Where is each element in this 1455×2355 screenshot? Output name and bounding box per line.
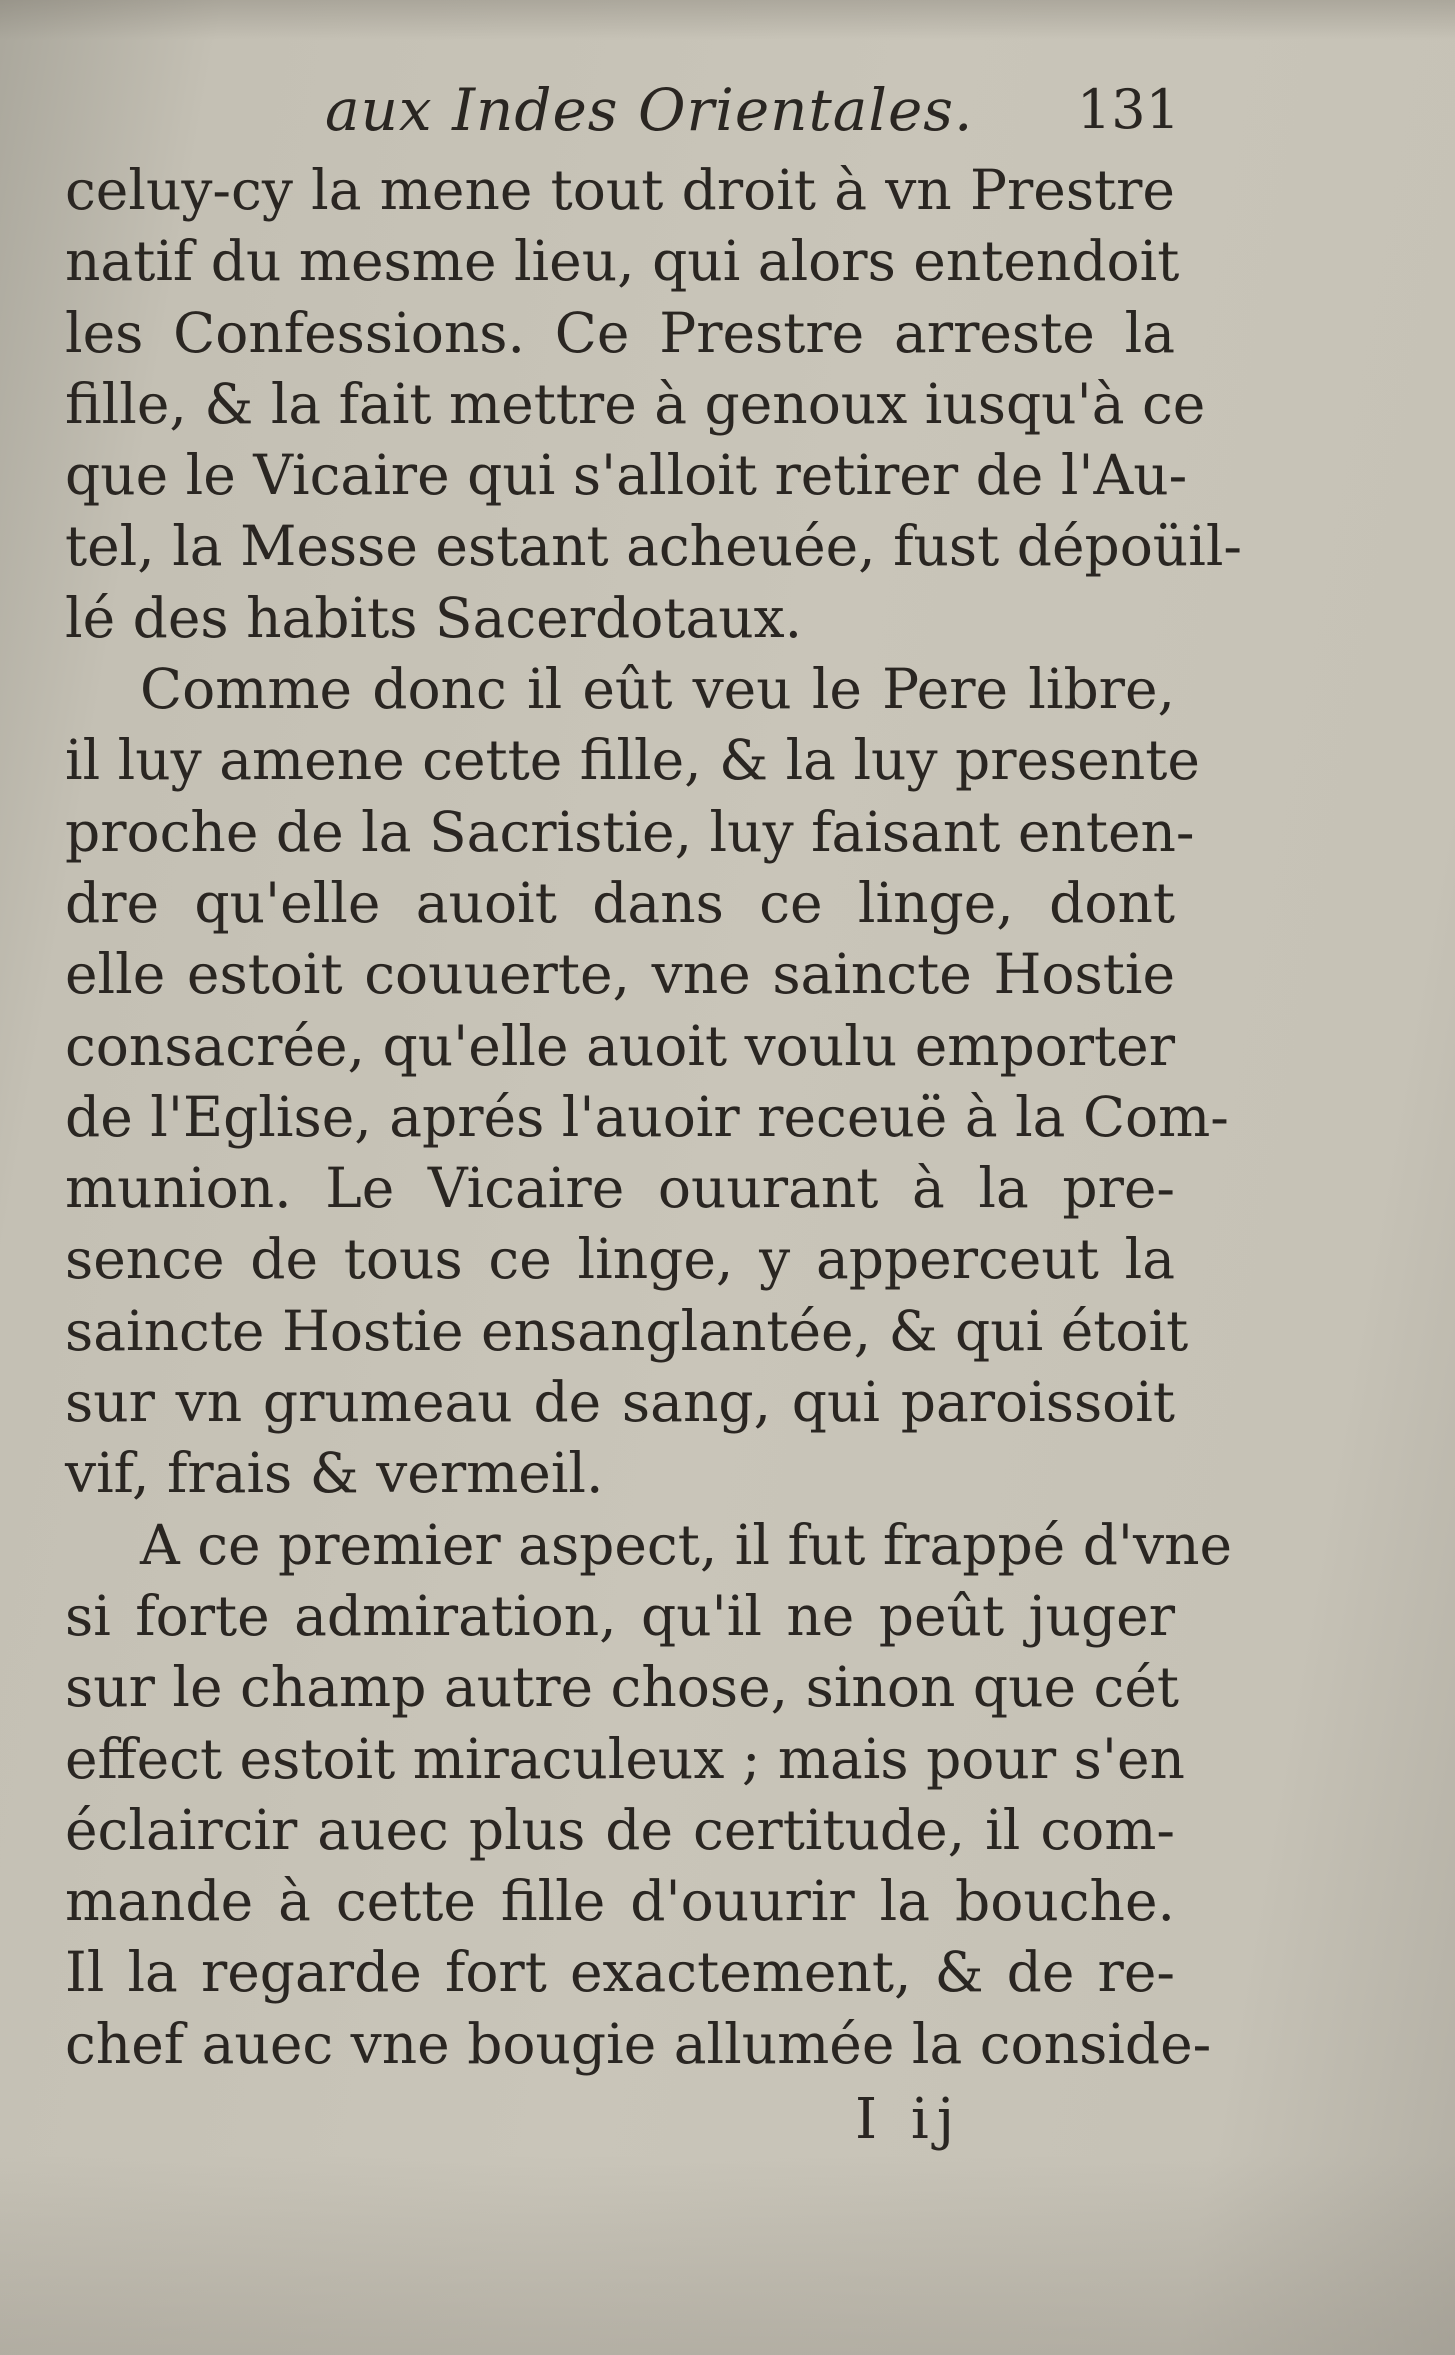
text-line: Il la regarde fort exactement, & de re- (65, 1940, 1175, 2005)
text-line: que le Vicaire qui s'alloit retirer de l'Au- (65, 443, 1188, 508)
text-line: fille, & la fait mettre à genoux iusqu'à ce (65, 371, 1206, 436)
text-line: sur le champ autre chose, sinon que cét (65, 1655, 1179, 1720)
text-line: saincte Hostie ensanglantée, & qui étoit (65, 1298, 1189, 1363)
text-line: effect estoit miraculeux ; mais pour s'en (65, 1726, 1185, 1791)
text-line: consacrée, qu'elle auoit voulu emporter (65, 1013, 1175, 1078)
text-line: si forte admiration, qu'il ne peût juger (65, 1583, 1175, 1648)
paragraph-start-line: Comme donc il eût veu le Pere libre, (140, 657, 1175, 722)
body-text (65, 155, 1242, 2080)
page-shadow-top (0, 0, 1455, 40)
text-line: tel, la Messe estant acheuée, fust dépoüil- (65, 514, 1242, 579)
text-line: de l'Eglise, aprés l'auoir receuë à la Com- (65, 1084, 1229, 1149)
text-line: sur vn grumeau de sang, qui paroissoit (65, 1370, 1175, 1435)
running-title: aux Indes Orientales. (325, 76, 974, 144)
text-line: celuy-cy la mene tout droit à vn Prestre (65, 158, 1175, 222)
text-line: lé des habits Sacerdotaux. (65, 585, 803, 650)
text-line: sence de tous ce linge, y apperceut la (65, 1227, 1175, 1292)
text-line: éclaircir auec plus de certitude, il com- (65, 1797, 1175, 1862)
running-head (60, 70, 1180, 150)
text-line: munion. Le Vicaire ouurant à la pre- (65, 1156, 1175, 1221)
page-shadow-bottom (0, 2155, 1455, 2355)
text-line: vif, frais & vermeil. (65, 1441, 604, 1506)
text-line: elle estoit couuerte, vne saincte Hostie (65, 942, 1175, 1007)
text-line: chef auec vne bougie allumée la conside- (65, 2011, 1212, 2076)
text-line: natif du mesme lieu, qui alors entendoit (65, 229, 1180, 294)
text-line: les Confessions. Ce Prestre arreste la (65, 300, 1175, 365)
paragraph-start-line: A ce premier aspect, il fut frappé d'vne (140, 1512, 1233, 1577)
text-line: dre qu'elle auoit dans ce linge, dont (65, 870, 1175, 935)
text-line: il luy amene cette fille, & la luy presente (65, 728, 1200, 793)
signature-mark: I ij (855, 2087, 963, 2152)
page-number: 131 (1076, 78, 1180, 141)
text-line: mande à cette fille d'ouurir la bouche. (65, 1869, 1175, 1934)
text-line: proche de la Sacristie, luy faisant enten- (65, 799, 1195, 864)
